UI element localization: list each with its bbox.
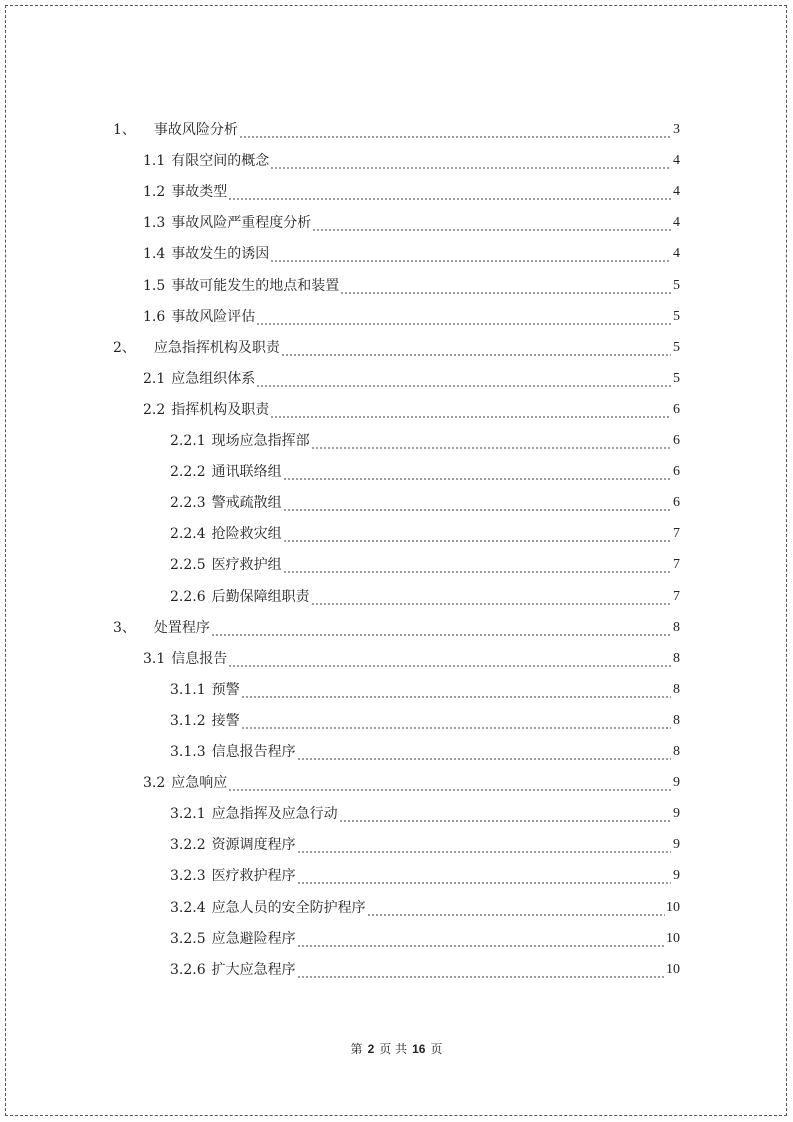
toc-entry[interactable] (170, 804, 680, 824)
toc-entry[interactable] (143, 773, 680, 793)
toc-entry-page: 9 (673, 806, 680, 822)
toc-entry-label (143, 307, 255, 327)
toc-entry-number: 3.1.2 (170, 712, 206, 729)
toc-entry-label (170, 835, 296, 855)
toc-entry-title: 资源调度程序 (211, 837, 296, 854)
toc-entry-title: 医疗救护程序 (211, 868, 296, 885)
toc-entry[interactable] (113, 120, 680, 140)
toc-entry-title: 通讯联络组 (211, 464, 282, 481)
toc-entry-label (170, 462, 282, 482)
toc-entry-number: 3.1.3 (170, 744, 206, 760)
toc-entry[interactable] (170, 742, 680, 762)
current-page: 2 (367, 1042, 375, 1056)
footer-prefix: 第 (350, 1042, 363, 1056)
toc-entry-title: 事故类型 (171, 184, 228, 201)
toc-entry-number: 1.4 (143, 246, 166, 263)
toc-entry-label (143, 276, 339, 296)
toc-entry-title: 处置程序 (153, 619, 210, 636)
toc-entry-number: 3.2.5 (170, 930, 206, 947)
page-footer (0, 1040, 793, 1057)
toc-entry[interactable] (170, 587, 680, 607)
toc-entry-page: 5 (673, 308, 680, 324)
toc-entry-page: 4 (673, 215, 680, 231)
toc-entry-label (143, 649, 227, 669)
dot-leader (340, 276, 671, 296)
toc-entry-title: 事故风险分析 (153, 122, 238, 138)
toc-entry-label (170, 898, 366, 918)
toc-entry-page: 4 (673, 184, 680, 200)
toc-entry[interactable] (143, 649, 680, 669)
footer-suffix: 页 (430, 1042, 443, 1056)
toc-entry-page: 10 (666, 961, 680, 977)
toc-entry-label (170, 587, 310, 607)
toc-entry[interactable] (170, 431, 680, 451)
toc-entry-label (143, 773, 227, 793)
toc-entry[interactable] (170, 524, 680, 544)
toc-entry-page: 8 (673, 744, 680, 759)
toc-entry-title: 信息报告程序 (211, 744, 296, 760)
toc-entry-page: 3 (673, 122, 680, 137)
dot-leader (283, 493, 671, 513)
toc-entry[interactable] (113, 338, 680, 358)
toc-entry-number: 2.2.6 (170, 588, 206, 605)
toc-entry[interactable] (143, 307, 680, 327)
dot-leader (228, 773, 671, 793)
toc-entry-label (113, 618, 210, 638)
toc-entry-page: 7 (673, 526, 680, 542)
dot-leader (270, 244, 671, 264)
toc-entry-number: 2.2.3 (170, 495, 206, 512)
dot-leader (241, 711, 671, 731)
toc-entry-number: 2、 (113, 339, 136, 356)
dot-leader (297, 929, 665, 949)
toc-entry-label (113, 120, 238, 140)
dot-leader (256, 307, 671, 327)
toc-entry[interactable] (113, 618, 680, 638)
toc-entry-label (170, 742, 296, 762)
toc-entry-page: 6 (673, 401, 680, 417)
toc-entry-page: 10 (666, 899, 680, 915)
toc-entry-number: 3.2.6 (170, 961, 206, 978)
dot-leader (311, 587, 671, 607)
dot-leader (283, 524, 671, 544)
toc-entry-number: 2.2.1 (170, 433, 206, 449)
toc-entry[interactable] (143, 244, 680, 264)
dot-leader (297, 835, 671, 855)
toc-entry[interactable] (143, 151, 680, 171)
toc-entry-number: 2.2 (143, 401, 166, 418)
dot-leader (297, 960, 665, 980)
dot-leader (297, 866, 671, 886)
toc-entry-label (113, 338, 280, 358)
toc-entry-page: 4 (673, 246, 680, 262)
toc-entry[interactable] (143, 400, 680, 420)
toc-entry-title: 信息报告 (171, 650, 228, 667)
toc-entry-title: 应急人员的安全防护程序 (211, 899, 366, 916)
toc-entry[interactable] (170, 835, 680, 855)
toc-entry-title: 事故发生的诱因 (171, 246, 270, 263)
toc-entry-title: 接警 (211, 712, 240, 729)
toc-entry-title: 应急指挥机构及职责 (153, 339, 280, 356)
toc-entry-label (143, 182, 227, 202)
toc-entry-title: 事故可能发生的地点和装置 (171, 277, 340, 294)
toc-entry-page: 8 (673, 681, 680, 697)
dot-leader (311, 431, 671, 451)
toc-entry-label (143, 244, 269, 264)
toc-entry-page: 6 (673, 464, 680, 480)
toc-entry-page: 9 (673, 868, 680, 884)
toc-entry-page: 5 (673, 370, 680, 386)
toc-entry[interactable] (143, 213, 680, 233)
toc-entry-page: 9 (673, 837, 680, 853)
toc-entry-page: 7 (673, 588, 680, 604)
toc-entry-number: 3、 (113, 619, 136, 636)
dot-leader (241, 680, 671, 700)
toc-entry-number: 2.1 (143, 370, 166, 387)
toc-entry-label (170, 960, 296, 980)
toc-entry-title: 预警 (211, 681, 240, 698)
toc-entry-title: 应急响应 (171, 775, 228, 792)
toc-entry-label (143, 369, 255, 389)
toc-entry-title: 事故风险严重程度分析 (171, 215, 312, 232)
dot-leader (256, 369, 671, 389)
toc-entry-title: 有限空间的概念 (171, 153, 270, 170)
toc-entry-page: 8 (673, 619, 680, 635)
toc-entry-page: 6 (673, 495, 680, 511)
dot-leader (283, 555, 671, 575)
toc-entry[interactable] (170, 493, 680, 513)
toc-entry[interactable] (170, 462, 680, 482)
dot-leader (297, 742, 671, 762)
toc-entry-title: 应急避险程序 (211, 930, 296, 947)
dot-leader (270, 151, 671, 171)
toc-entry-page: 7 (673, 557, 680, 573)
toc-entry-page: 5 (673, 277, 680, 293)
toc-entry-label (170, 431, 310, 451)
dot-leader (281, 338, 671, 358)
toc-entry-label (170, 804, 338, 824)
toc-entry-page: 8 (673, 650, 680, 666)
toc-entry[interactable] (170, 866, 680, 886)
dot-leader (367, 898, 665, 918)
toc-entry-number: 2.2.2 (170, 464, 206, 481)
toc-entry-page: 8 (673, 712, 680, 728)
toc-entry-label (170, 680, 240, 700)
toc-entry-label (170, 929, 296, 949)
dot-leader (228, 182, 671, 202)
toc-entry-title: 应急指挥及应急行动 (211, 806, 338, 823)
toc-entry-title: 指挥机构及职责 (171, 401, 270, 418)
toc-entry-label (170, 493, 282, 513)
toc-entry-number: 3.2.1 (170, 806, 206, 823)
toc-entry[interactable] (170, 960, 680, 980)
toc-entry-label (143, 151, 269, 171)
toc-entry-number: 3.2.4 (170, 899, 206, 916)
toc-entry-title: 应急组织体系 (171, 370, 256, 387)
total-pages: 16 (412, 1042, 426, 1056)
dot-leader (283, 462, 671, 482)
toc-entry[interactable] (143, 276, 680, 296)
toc-entry-title: 医疗救护组 (211, 557, 282, 574)
toc-entry-page: 5 (673, 339, 680, 355)
toc-entry-number: 1.5 (143, 277, 166, 294)
toc-entry-number: 1.3 (143, 215, 166, 232)
toc-entry-page: 6 (673, 433, 680, 448)
toc-entry-number: 3.1 (143, 650, 166, 667)
toc-entry[interactable] (170, 555, 680, 575)
dot-leader (211, 618, 671, 638)
toc-entry[interactable] (170, 898, 680, 918)
toc-entry-page: 9 (673, 775, 680, 791)
toc-entry[interactable] (170, 929, 680, 949)
toc-entry-page: 4 (673, 153, 680, 169)
toc-entry[interactable] (143, 182, 680, 202)
toc-entry-number: 1.1 (143, 153, 166, 170)
toc-entry-number: 3.2.3 (170, 868, 206, 885)
toc-entry[interactable] (170, 680, 680, 700)
toc-entry-number: 2.2.4 (170, 526, 206, 543)
toc-entry-number: 3.2.2 (170, 837, 206, 854)
toc-entry-title: 后勤保障组职责 (211, 588, 310, 605)
toc-entry-label (170, 866, 296, 886)
toc-entry-title: 现场应急指挥部 (211, 433, 310, 449)
toc-entry-number: 3.1.1 (170, 681, 206, 698)
toc-entry-number: 1.2 (143, 184, 166, 201)
footer-middle: 页 共 (379, 1042, 408, 1056)
dot-leader (312, 213, 671, 233)
toc-entry-title: 警戒疏散组 (211, 495, 282, 512)
toc-entry-title: 扩大应急程序 (211, 961, 296, 978)
toc-entry-number: 3.2 (143, 775, 166, 792)
toc-entry-number: 1、 (113, 122, 136, 138)
toc-entry-label (143, 400, 269, 420)
toc-entry-title: 事故风险评估 (171, 308, 256, 325)
dot-leader (239, 120, 671, 140)
dot-leader (339, 804, 671, 824)
toc-entry-label (143, 213, 311, 233)
dot-leader (270, 400, 671, 420)
toc-entry-number: 2.2.5 (170, 557, 206, 574)
toc-entry-label (170, 711, 240, 731)
toc-entry-page: 10 (666, 930, 680, 946)
toc-entry-label (170, 524, 282, 544)
toc-entry-number: 1.6 (143, 308, 166, 325)
dot-leader (228, 649, 671, 669)
toc-entry-title: 抢险救灾组 (211, 526, 282, 543)
toc-entry-label (170, 555, 282, 575)
toc-entry[interactable] (170, 711, 680, 731)
toc-entry[interactable] (143, 369, 680, 389)
